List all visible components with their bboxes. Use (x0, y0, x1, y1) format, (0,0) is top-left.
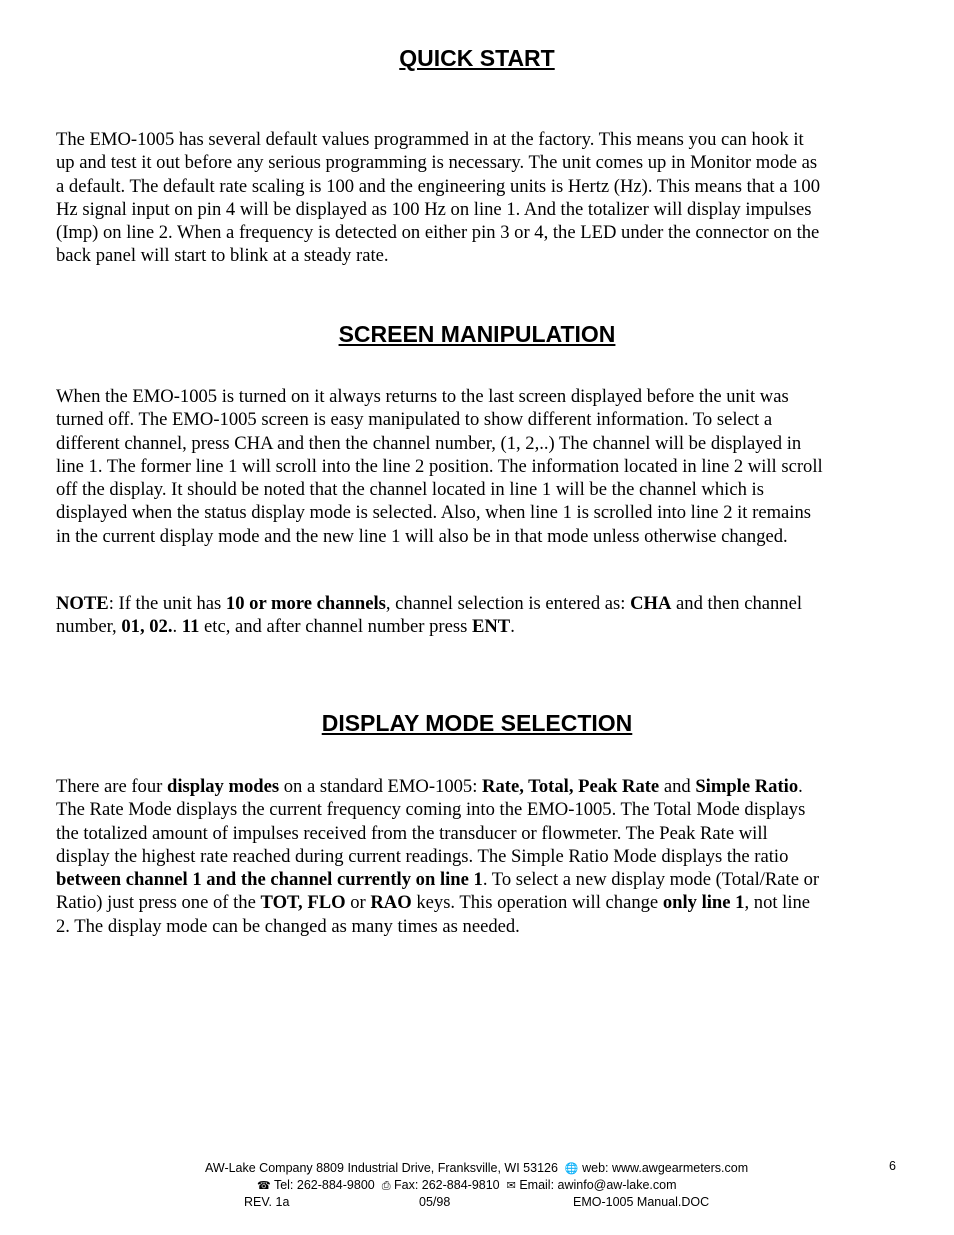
footer-web: web: www.awgearmeters.com (582, 1161, 749, 1175)
text-line (56, 775, 901, 798)
text-run-bold: only line 1 (662, 892, 745, 914)
fax-icon: ⎙ (378, 1179, 391, 1192)
text-line: the totalized amount of impulses received from the transducer or flowmeter. The Peak Rate will (56, 822, 768, 844)
text-run-bold: display modes (166, 776, 280, 797)
text-line: When the EMO-1005 is turned on it always returns to the last screen displayed before the unit was (56, 386, 789, 407)
text-line: line 1. The former line 1 will scroll into the line 2 position. The information located in line 2 will scroll (56, 455, 823, 477)
text-run: . To select a new display mode (Total/Rate or (482, 869, 820, 891)
text-run: or (345, 892, 371, 914)
text-run: . (172, 616, 182, 638)
text-run: etc, and after channel number press (199, 616, 472, 638)
text-run: . (510, 616, 515, 638)
text-line: 2. The display mode can be changed as many times as needed. (56, 915, 520, 937)
key-cha: CHA (630, 593, 672, 614)
screen-manipulation-paragraph (56, 385, 901, 548)
text-line: (Imp) on line 2. When a frequency is detected on either pin 3 or 4, the LED under the connector on the (56, 222, 820, 244)
footer-doc-name: EMO-1005 Manual.DOC (573, 1195, 710, 1209)
display-mode-heading: DISPLAY MODE SELECTION (321, 710, 633, 736)
footer-date: 05/98 (419, 1195, 451, 1209)
text-run: There are four (56, 776, 167, 797)
text-run: . (798, 776, 803, 797)
footer-line-2 (257, 1177, 677, 1194)
text-line: display the highest rate reached during current readings. The Simple Ratio Mode displays the ratio (56, 845, 789, 867)
page-number: 6 (889, 1159, 896, 1173)
text-line: The Rate Mode displays the current frequency coming into the EMO-1005. The Total Mode displays (56, 799, 806, 821)
text-line: The EMO-1005 has several default values programmed in at the factory. This means you can hook it (56, 129, 804, 150)
footer-fax: Fax: 262-884-9810 (394, 1178, 500, 1192)
display-mode-paragraph (56, 775, 901, 938)
text-run: number, (56, 616, 122, 638)
text-run: and (659, 776, 696, 797)
text-line: up and test it out before any serious programming is necessary. The unit comes up in Monitor mode as (56, 152, 818, 174)
text-line: different channel, press CHA and then the channel number, (1, 2,..) The channel will be displayed in (56, 432, 802, 454)
quick-start-paragraph (56, 128, 901, 268)
note-paragraph (56, 592, 901, 639)
text-line: a default. The default rate scaling is 100 and the engineering units is Hertz (Hz). This means that a 100 (56, 175, 821, 197)
phone-icon: ☎ (257, 1179, 271, 1192)
text-line (56, 868, 901, 891)
quick-start-heading: QUICK START (399, 45, 555, 71)
email-icon: ✉ (503, 1179, 516, 1192)
text-line (56, 615, 901, 638)
footer-tel: Tel: 262-884-9800 (273, 1178, 375, 1192)
text-run-bold: between channel 1 and the channel currently on line 1 (56, 869, 483, 891)
text-run: , channel selection is entered as: (385, 593, 631, 614)
text-line (56, 592, 901, 615)
text-run-bold: TOT, FLO (260, 892, 346, 914)
text-run: on a standard EMO-1005: (279, 776, 483, 797)
text-line: in the current display mode and the new line 1 will also be in that mode unless otherwise changed. (56, 525, 788, 547)
text-run-bold: Rate, Total, Peak Rate (482, 776, 660, 797)
text-run: , not line (744, 892, 811, 914)
text-run-bold: 10 or more channels (225, 593, 386, 614)
text-line (56, 891, 901, 914)
text-run-bold: 11 (181, 616, 200, 638)
key-ent: ENT (471, 616, 511, 638)
text-run: Ratio) just press one of the (56, 892, 261, 914)
text-line: displayed when the status display mode is selected. Also, when line 1 is scrolled into line 2 it remains (56, 502, 811, 524)
footer-email: Email: awinfo@aw-lake.com (519, 1178, 677, 1192)
footer-rev: REV. 1a (244, 1195, 290, 1209)
note-label: NOTE (56, 593, 109, 614)
text-line: off the display. It should be noted that the channel located in line 1 will be the channel which is (56, 479, 764, 501)
text-run-bold: Simple Ratio (695, 776, 799, 797)
text-run-bold: 01, 02. (121, 616, 173, 638)
text-run: and then channel (671, 593, 803, 614)
footer-line-1 (205, 1160, 748, 1177)
text-line: Hz signal input on pin 4 will be displayed as 100 Hz on line 1. And the totalizer will display impulses (56, 198, 812, 220)
text-line: back panel will start to blink at a steady rate. (56, 245, 389, 267)
footer-company: AW-Lake Company 8809 Industrial Drive, Franksville, WI 53126 (205, 1161, 558, 1175)
text-run: : If the unit has (108, 593, 226, 614)
globe-icon: 🌐 (561, 1162, 579, 1175)
text-line: turned off. The EMO-1005 screen is easy manipulated to show different information. To select a (56, 409, 773, 431)
screen-manipulation-heading: SCREEN MANIPULATION (338, 321, 616, 347)
text-run: keys. This operation will change (411, 892, 663, 914)
text-run-bold: RAO (370, 892, 412, 914)
